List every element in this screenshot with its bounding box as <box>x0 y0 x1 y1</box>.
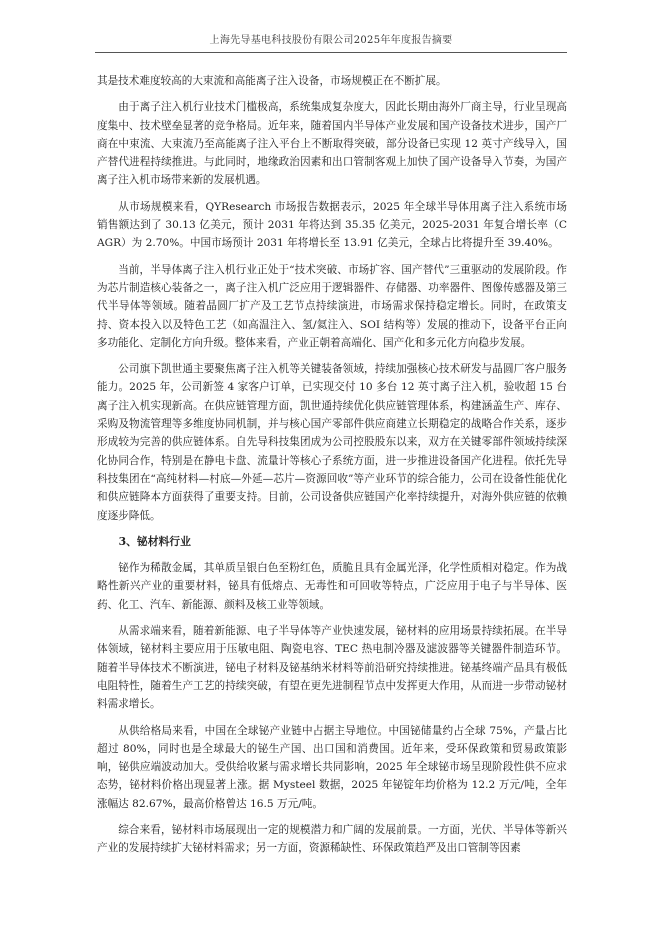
paragraph-bismuth-demand: 从需求端来看，随着新能源、电子半导体等产业快速发展，铋材料的应用场景持续拓展。在半导体领域，铋材料主要应用于压敏电阻、陶瓷电容、TEC 热电制冷器及滤波器等关键器件制造环节。随着半导体技术不断演进，铋电子材料及铋基纳米材料等前沿研究持续推进。铋基终端产品具有极低电阻特性，随着生产工艺的持续突破，有望在更先进制程节点中发挥更大作用，从而进一步带动铋材料需求增长。 <box>97 625 567 711</box>
paragraph-bismuth-supply: 从供给格局来看，中国在全球铋产业链中占据主导地位。中国铋储量约占全球 75%，产量占比超过 80%，同时也是全球最大的铋生产国、出口国和消费国。近年来，受环保政策和贸易政策影响，铋供应端波动加大。受供给收紧与需求增长共同影响，2025 年全球铋市场呈现阶段性供不应求态势，铋材料价格出现显著上涨。据 Mysteel 数据，2025 年铋锭年均价格为 12.2 万元/吨，全年涨幅达 82.67%，最高价格曾达 16.5 万元/吨。 <box>97 724 567 810</box>
report-body <box>97 72 567 866</box>
paragraph-bismuth-intro: 铋作为稀散金属，其单质呈银白色至粉红色，质脆且具有金属光泽，化学性质相对稳定。作为战略性新兴产业的重要材料，铋具有低熔点、无毒性和可回收等特点，广泛应用于电子与半导体、医药、化工、汽车、新能源、颜料及核工业等领域。 <box>97 562 567 611</box>
paragraph-company-business: 公司旗下凯世通主要聚焦离子注入机等关键装备领域，持续加强核心技术研发与晶圆厂客户服务能力。2025 年，公司新签 4 家客户订单，已实现交付 10 多台 12 英寸离子注入机，验收超 15 台离子注入机实现新高。在供应链管理方面，凯世通持续优化供应链管理体系，构建涵盖生产、库存、采购及物流管理等多维度协同机制，并与核心国产零部件供应商建立长期稳定的战略合作关系，逐步形成较为完善的供应链体系。自先导科技集团成为公司控股股东以来，双方在关键零部件领域持续深化协同合作，特别是在静电卡盘、流量计等核心子系统方面，进一步推进设备国产化进程。依托先导科技集团在“高纯材料—村底—外延—芯片—资源回收”等产业环节的综合能力，公司在设备性能优化和供应链降本方面获得了重要支持。目前，公司设备供应链国产化率持续提升，对海外供应链的依赖度逐步降低。 <box>97 363 567 522</box>
paragraph-industry-landscape: 由于离子注入机行业技术门槛极高，系统集成复杂度大，因此长期由海外厂商主导，行业呈现高度集中、技术壁垒显著的竞争格局。近年来，随着国内半导体产业发展和国产设备技术进步，国产厂商在中束流、大束流乃至高能离子注入平台上不断取得突破，部分设备已实现 12 英寸产线导入，国产替代进程持续推进。与此同时，地缘政治因素和出口管制客观上加快了国产设备导入节奏，为国产离子注入机市场带来新的发展机遇。 <box>97 101 567 187</box>
header-divider <box>95 52 567 53</box>
paragraph-market-size: 从市场规模来看，QYResearch 市场报告数据表示，2025 年全球半导体用离子注入系统市场销售额达到了 30.13 亿美元，预计 2031 年将达到 35.35 亿美元，2025-2031 年复合增长率（CAGR）为 2.70%。中国市场预计 2031 年将增长至 13.91 亿美元，全球占比将提升至 39.40%。 <box>97 200 567 250</box>
paragraph-continuation: 其是技术难度较高的大束流和高能离子注入设备，市场规模正在不断扩展。 <box>97 75 447 87</box>
section-heading-bismuth: 3、铋材料行业 <box>118 534 191 548</box>
paragraph-bismuth-summary: 综合来看，铋材料市场展现出一定的规模潜力和广阔的发展前景。一方面，光伏、半导体等新兴产业的发展持续扩大铋材料需求；另一方面，资源稀缺性、环保政策趋严及出口管制等因素 <box>97 823 567 855</box>
paragraph-industry-trends: 当前，半导体离子注入机行业正处于“技术突破、市场扩容、国产替代”三重驱动的发展阶段。作为芯片制造核心装备之一，离子注入机广泛应用于逻辑器件、存储器、功率器件、图像传感器及第三代半导体等领域。随着晶圆厂扩产及工艺节点持续演进，市场需求保持稳定增长。同时，在政策支持、资本投入以及特色工艺（如高温注入、氢/氦注入、SOI 结构等）发展的推动下，设备平台正向多功能化、定制化方向升级。整体来看，产业正朝着高端化、国产化和多元化方向稳步发展。 <box>97 263 567 349</box>
page-header: 上海先导基电科技股份有限公司2025年年度报告摘要 <box>209 35 453 46</box>
